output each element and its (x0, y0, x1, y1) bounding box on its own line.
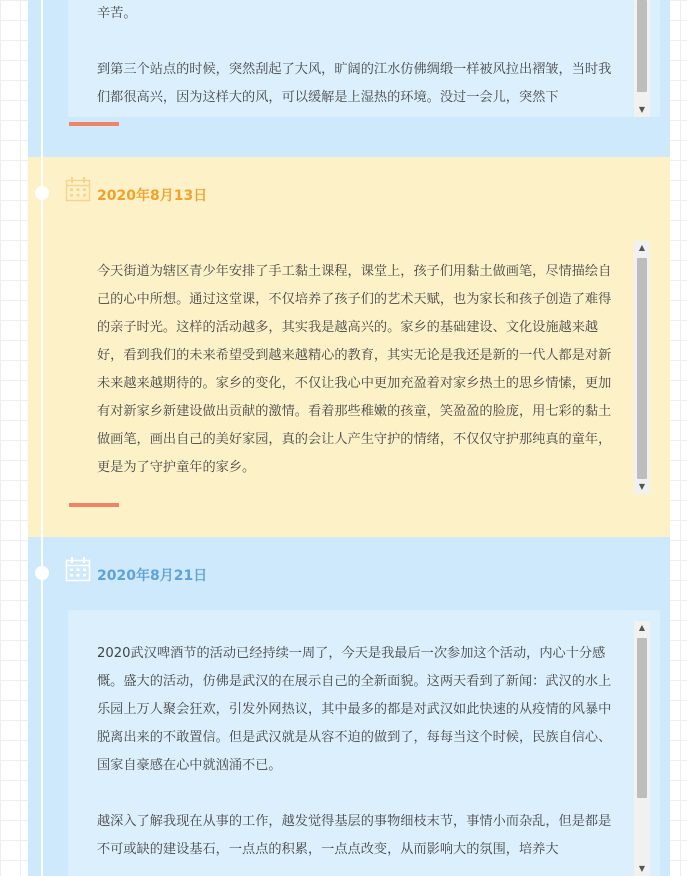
entry-text (97, 0, 615, 112)
entry-text (97, 640, 615, 864)
scroll-down-icon[interactable]: ▼ (638, 105, 646, 114)
entry-date: 2020年8月21日 (97, 568, 208, 584)
timeline-line (41, 0, 43, 876)
calendar-icon (65, 556, 91, 582)
entry-text (97, 258, 615, 482)
timeline-entry (28, 0, 670, 157)
accent-bar (69, 503, 119, 507)
entry-paragraph: 越深入了解我现在从事的工作，越发觉得基层的事物细枝末节，事情小而杂乱，但是都是不可或缺的建设基石，一点点的积累，一点点改变，从而影响大的氛围，培养大 (97, 814, 612, 857)
entry-card (68, 0, 660, 117)
entry-paragraph: 辛苦。 (97, 6, 137, 21)
entry-date: 2020年8月13日 (97, 188, 208, 204)
entry-scrollbar[interactable] (634, 621, 650, 876)
entry-scrollbar[interactable] (634, 241, 650, 494)
calendar-icon (65, 176, 91, 202)
scrollbar-thumb[interactable] (637, 0, 647, 92)
timeline-entry (28, 157, 670, 537)
timeline-dot (35, 186, 49, 200)
entry-paragraph: 2020武汉啤酒节的活动已经持续一周了，今天是我最后一次参加这个活动，内心十分感慨。盛大的活动，仿佛是武汉的在展示自己的全新面貌。这两天看到了新闻：武汉的水上乐园上万人聚会狂欢，引发外网热议，其中最多的都是对武汉如此快速的从疫情的风暴中脱离出来的不敢置信。但是武汉就是从容不迫的做到了，每每当这个时候，民族自信心、国家自豪感在心中就汹涌不已。 (97, 646, 612, 773)
scrollbar-thumb[interactable] (637, 258, 647, 479)
entry-card (68, 610, 660, 876)
entry-paragraph: 今天街道为辖区青少年安排了手工黏土课程，课堂上，孩子们用黏土做画笔，尽情描绘自己的心中所想。通过这堂课，不仅培养了孩子们的艺术天赋，也为家长和孩子创造了难得的亲子时光。这样的活动越多，其实我是越高兴的。家乡的基础建设、文化设施越来越好，看到我们的未来希望受到越来越精心的教育，其实无论是我还是新的一代人都是对新未来越来越期待的。家乡的变化，不仅让我心中更加充盈着对家乡热土的思乡情愫，更加有对新家乡新建设做出贡献的激情。看着那些稚嫩的孩童，笑盈盈的脸庞，用七彩的黏土做画笔，画出自己的美好家园，真的会让人产生守护的情绪，不仅仅守护那纯真的童年，更是为了守护童年的家乡。 (97, 264, 612, 475)
entry-card (68, 240, 660, 495)
scroll-down-icon[interactable]: ▼ (638, 864, 646, 873)
entry-scrollbar[interactable] (634, 0, 650, 117)
entry-paragraph: 到第三个站点的时候，突然刮起了大风，旷阔的江水仿佛绸缎一样被风拉出褶皱，当时我们都很高兴，因为这样大的风，可以缓解是上湿热的环境。没过一会儿，突然下 (97, 62, 612, 105)
scroll-up-icon[interactable]: ▲ (638, 623, 646, 632)
scrollbar-thumb[interactable] (637, 638, 647, 798)
scroll-up-icon[interactable]: ▲ (638, 243, 646, 252)
timeline-entry (28, 537, 670, 876)
scroll-down-icon[interactable]: ▼ (638, 482, 646, 491)
accent-bar (69, 122, 119, 126)
timeline-dot (35, 566, 49, 580)
